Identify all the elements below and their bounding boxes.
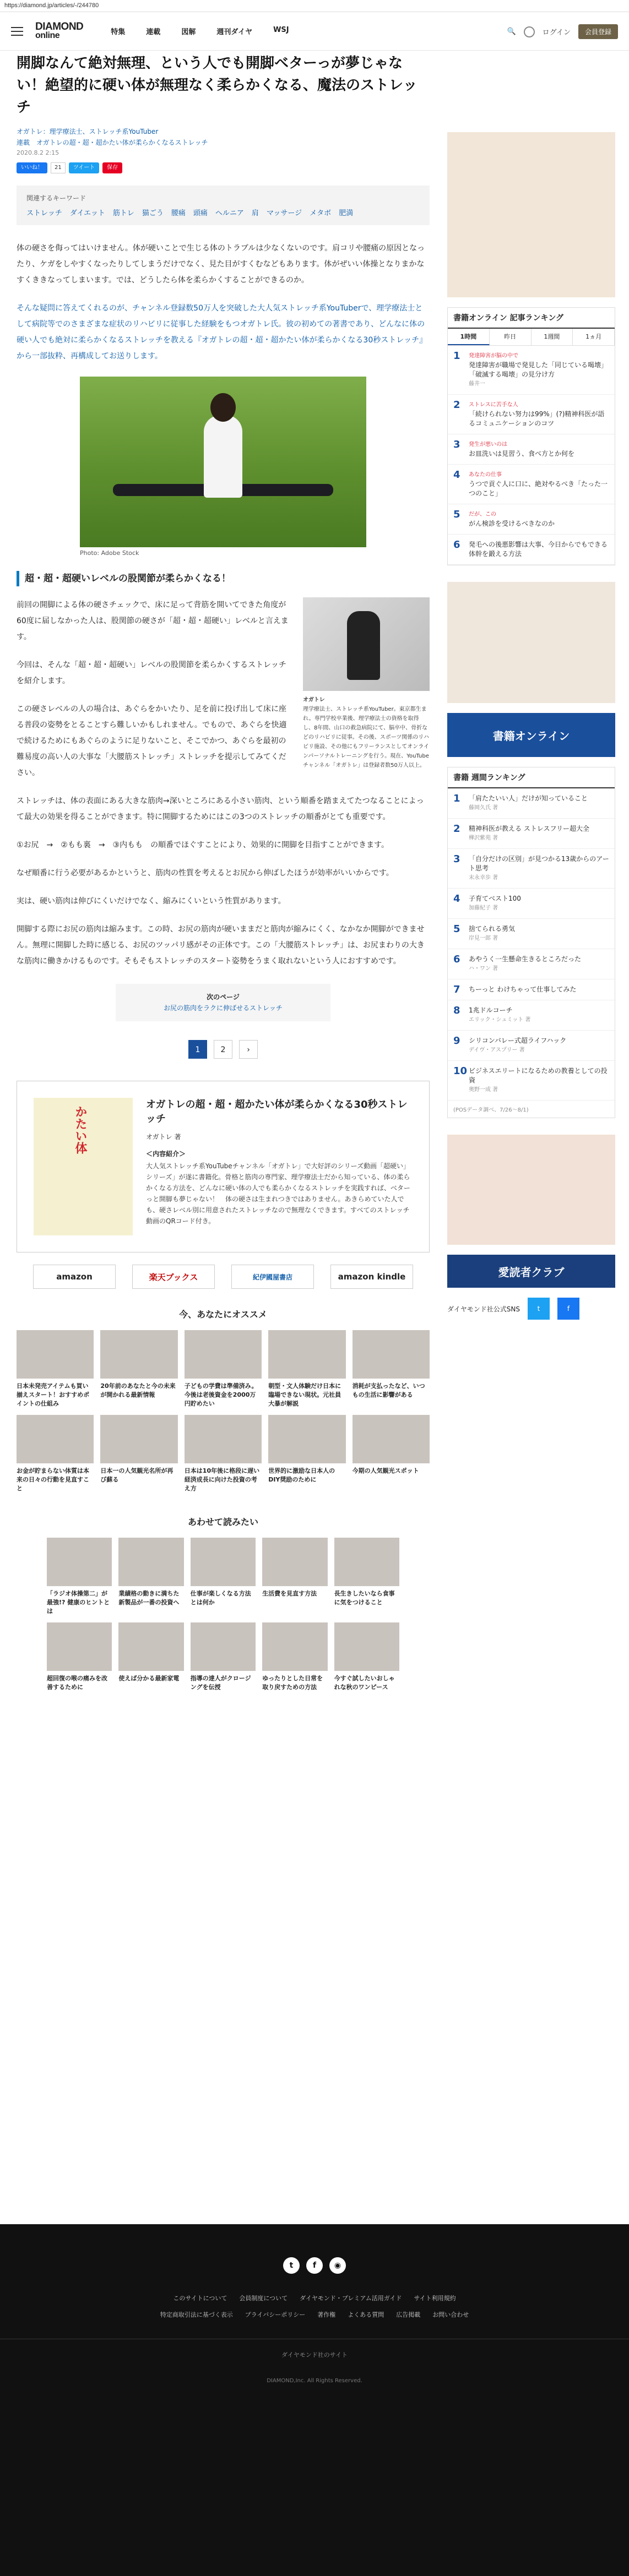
url-bar[interactable]: https://diamond.jp/articles/-/244780 xyxy=(0,0,629,12)
card-thumbnail xyxy=(100,1330,177,1379)
article-photo xyxy=(80,377,366,547)
rank-title: 精神科医が教える ストレスフリー超大全 xyxy=(469,825,589,832)
ad-banner[interactable] xyxy=(447,1135,615,1245)
rank-series: ストレスに苦手な人 xyxy=(469,402,518,408)
weekly-item[interactable] xyxy=(448,949,615,979)
rank-title: 発達障害が職場で発見した「同じている喝壊」「破滅する喝壊」の見分け方 xyxy=(469,361,608,378)
card-item[interactable] xyxy=(262,1622,327,1692)
ad-banner[interactable] xyxy=(447,582,615,703)
card-title: 超回復の喉の痛みを改善するために xyxy=(47,1675,107,1691)
article-title: 開脚なんて絶対無理、という人でも開脚ベターっが夢じゃない！絶望的に硬い体が無理なく柔らかくなる、魔法のストレッチ xyxy=(17,55,417,116)
ranking-item[interactable] xyxy=(448,346,615,395)
site-logo[interactable] xyxy=(35,20,84,40)
paragraph: 実は、硬い筋肉は伸びにくいだけでなく、縮みにくいという性質があります。 xyxy=(17,897,286,906)
rank-author: ハ・ワン 著 xyxy=(469,966,498,972)
card-thumbnail xyxy=(334,1538,399,1586)
rank-author: エリック・シュミット 著 xyxy=(469,1017,531,1023)
book-description: 大人気ストレッチ系YouTubeチャンネル「オガトレ」で大好評のシリーズ動画「超硬い」シリーズ」が遂に書籍化。骨格と筋肉の専門家、理学療法士だから知っている、体の柔らかくなる方法を、どんなに硬い体の人でも柔らかくなるストレッチを実践すれば、ベターっと開脚も夢じゃない！ 体の硬さは生まれつきではありません。あきらめていた人でも、硬さレベル別に用意されたストレッチなので無理なくできます。すべてのストレッチ動画のQRコード付き。 xyxy=(146,1162,410,1225)
rank-title: がん検診を受けるべきなのか xyxy=(469,520,555,527)
keyword-link[interactable]: メタボ xyxy=(310,209,332,217)
footer-link[interactable]: プライバシーポリシー xyxy=(245,2311,306,2318)
rank-author: 樺沢紫苑 著 xyxy=(469,835,498,841)
card-title: 業績格の動きに満ちた新製品が一番の投資へ xyxy=(118,1590,180,1606)
keyword-link[interactable]: 猫ごう xyxy=(142,209,164,217)
weekly-item[interactable] xyxy=(448,919,615,949)
ranking-box xyxy=(447,307,615,565)
rank-series: だが、この xyxy=(469,511,496,518)
rank-number: 9 xyxy=(453,1035,460,1047)
card-item[interactable] xyxy=(262,1538,327,1616)
rank-body xyxy=(469,985,576,994)
book-online-banner[interactable]: 書籍オンライン xyxy=(447,713,615,757)
rank-number: 2 xyxy=(453,399,460,411)
card-title: 日本は10年後に格段に遅い経済成長に向けた投資の考え方 xyxy=(184,1467,260,1492)
card-item[interactable] xyxy=(100,1330,177,1408)
footer-link[interactable]: お問い合わせ xyxy=(432,2311,469,2318)
rank-body xyxy=(469,440,574,459)
weekly-title: 書籍 週間ランキング xyxy=(448,767,615,788)
weekly-list xyxy=(448,788,615,1101)
sns-label: ダイヤモンド社公式SNS xyxy=(447,1305,520,1313)
ranking-item[interactable] xyxy=(448,465,615,504)
rank-author: 岸見一郎 著 xyxy=(469,935,498,941)
card-title: 「ラジオ体操第二」が最強!? 健康のヒントとは xyxy=(47,1590,110,1615)
ranking-title: 書籍オンライン 記事ランキング xyxy=(448,308,615,329)
rank-number: 3 xyxy=(453,853,460,865)
weekly-item[interactable] xyxy=(448,1031,615,1061)
rank-title: あやうく一生懸命生きるところだった xyxy=(469,955,582,963)
card-title: 指導の達人がクロージングを伝授 xyxy=(190,1675,251,1691)
card-title: 生活費を見直す方法 xyxy=(262,1590,317,1597)
user-icon[interactable] xyxy=(524,26,535,37)
card-item[interactable] xyxy=(17,1330,94,1408)
card-item[interactable] xyxy=(100,1415,177,1493)
keyword-link[interactable]: 筋トレ xyxy=(112,209,134,217)
rank-body xyxy=(469,1006,530,1025)
rank-author: 加藤紀子 著 xyxy=(469,905,498,911)
card-title: 朝型・文人体験だけ日本に臨場できない現状。元社員大暴が解説 xyxy=(268,1382,341,1407)
keyword-link[interactable]: ヘルニア xyxy=(215,209,244,217)
rank-number: 10 xyxy=(453,1065,468,1077)
nav-item[interactable]: 特集 xyxy=(111,28,126,36)
photo-shape xyxy=(210,393,236,422)
keyword-link[interactable]: 肩 xyxy=(251,209,259,217)
card-title: お金が貯まらない体質は本来の日々の行動を見直すこと xyxy=(17,1467,89,1492)
card-item[interactable] xyxy=(334,1622,399,1692)
rank-title: ちーっと わけちゃって仕事してみた xyxy=(469,985,577,993)
copyright: DIAMOND,Inc. All Rights Reserved. xyxy=(267,2378,362,2384)
card-item[interactable] xyxy=(185,1330,262,1408)
related-grid xyxy=(47,1538,399,1692)
keyword-link[interactable]: マッサージ xyxy=(266,209,302,217)
login-link[interactable]: ログイン xyxy=(542,29,571,37)
paragraph: 今回は、そんな「超・超・超硬い」レベルの股関節を柔らかくするストレッチを紹介します。 xyxy=(17,661,286,685)
rank-author: 藤岡久氏 著 xyxy=(469,805,498,811)
author-photo xyxy=(303,597,430,691)
keyword-link[interactable]: ダイエット xyxy=(69,209,105,217)
card-thumbnail xyxy=(118,1622,183,1671)
tab-week[interactable]: 1週間 xyxy=(532,329,573,345)
rank-body xyxy=(469,854,609,883)
keyword-link[interactable]: 肥満 xyxy=(339,209,354,217)
rank-author: デイヴ・アスプリー 著 xyxy=(469,1047,525,1053)
page-link[interactable]: 2 xyxy=(214,1040,232,1059)
rank-author: 末永幸歩 著 xyxy=(469,875,498,881)
paragraph: 体の硬さを侮ってはいけません。体が硬いことで生じる体のトラブルは少なくないのです。肩コリや腰痛の原因となったり、ケガをしやすくなったりしてしまうだけでなく、見た目がすくむなどもあります。体がぜいい体操となりまかなすくききなってしまいます。では、どうしたら体を柔らかくすることができるのか。 xyxy=(17,244,425,285)
rank-body xyxy=(469,1036,566,1055)
ad-banner[interactable] xyxy=(447,132,615,297)
book-cover[interactable]: かたい体 xyxy=(34,1098,133,1235)
ranking-item[interactable] xyxy=(448,434,615,465)
ranking-item[interactable] xyxy=(448,395,615,434)
rank-body xyxy=(469,955,581,973)
card-item[interactable] xyxy=(118,1538,183,1616)
footer-links xyxy=(0,2294,629,2302)
rss-icon[interactable]: ◉ xyxy=(329,2257,346,2274)
weekly-item[interactable] xyxy=(448,788,615,819)
like-count: 21 xyxy=(51,162,66,173)
footer-link[interactable]: サイト利用規約 xyxy=(414,2295,456,2302)
rank-title: お皿洗いは見習う、食べ方とか何を xyxy=(469,450,575,458)
publish-date: 2020.8.2 2:15 xyxy=(17,149,59,156)
keyword-list xyxy=(26,207,420,217)
rank-number: 3 xyxy=(453,439,460,450)
related-title: あわせて読みたい xyxy=(187,1517,258,1527)
nav-item[interactable]: 図解 xyxy=(181,28,196,36)
rank-body xyxy=(469,794,588,813)
rank-title: 「肩たたいい人」だけが知っていること xyxy=(469,794,588,802)
card-item[interactable] xyxy=(47,1622,112,1692)
book-title[interactable]: オガトレの超・超・超かたい体が柔らかくなる30秒ストレッチ xyxy=(146,1099,408,1125)
card-thumbnail xyxy=(191,1622,256,1671)
card-thumbnail xyxy=(268,1415,345,1463)
rank-number: 5 xyxy=(453,509,460,520)
tab-month[interactable]: 1ヵ月 xyxy=(573,329,615,345)
logo-top: DIAMOND xyxy=(35,20,84,32)
site-footer xyxy=(0,2224,629,2576)
rank-body xyxy=(469,351,609,389)
series-line[interactable]: 連載 オガトレの超・超・超かたい体が柔らかくなるストレッチ xyxy=(17,139,208,146)
share-bar xyxy=(17,162,430,173)
book-author: オガトレ 著 xyxy=(146,1133,181,1141)
weekly-item[interactable] xyxy=(448,819,615,849)
card-item[interactable] xyxy=(268,1415,345,1493)
facebook-icon[interactable]: f xyxy=(557,1298,579,1320)
card-title: 世界的に激励な日本人のDIY奨励のために xyxy=(268,1467,335,1483)
card-item[interactable] xyxy=(191,1538,256,1616)
section-heading: 超・超・超硬いレベルの股関節が柔らかくなる！ xyxy=(17,571,430,586)
store-links xyxy=(17,1265,430,1289)
photo-shape xyxy=(204,415,242,498)
card-thumbnail xyxy=(191,1538,256,1586)
save-button[interactable]: 保存 xyxy=(102,162,122,173)
rank-number: 1 xyxy=(453,350,460,362)
rank-title: 「続けられない努力は99%」(?)精神科医が語るコミュニケーションのコツ xyxy=(469,410,605,427)
pagination xyxy=(17,1040,430,1059)
paragraph: なぜ順番に行う必要があるかというと、筋肉の性質を考えるとお尻から伸ばしたほうが効率がいいからです。 xyxy=(17,869,394,878)
weekly-item[interactable] xyxy=(448,889,615,919)
card-item[interactable] xyxy=(47,1538,112,1616)
paragraph: ①お尻 → ②もも裏 → ③内もも の順番でほぐすことにより、効果的に開脚を目指すことができます。 xyxy=(17,841,389,849)
book-box xyxy=(17,1081,430,1252)
twitter-icon[interactable]: t xyxy=(283,2257,300,2274)
card-thumbnail xyxy=(185,1330,262,1379)
paragraph: ストレッチは、体の表面にある大きな筋肉→深いところにある小さい筋肉、という順番を踏まえてたつなることによって最大の効果を得ることができます。特に開脚するためにはこの3つのストレッチの順番がとても重要です。 xyxy=(17,797,424,821)
keyword-link[interactable]: 腰痛 xyxy=(171,209,186,217)
card-title: 今すぐ試したいおしゃれな秋のワンピース xyxy=(334,1675,395,1691)
card-thumbnail xyxy=(185,1415,262,1463)
card-thumbnail xyxy=(100,1415,177,1463)
card-thumbnail xyxy=(47,1622,112,1671)
page-link[interactable]: 1 xyxy=(188,1040,207,1059)
footer-link[interactable]: 著作権 xyxy=(317,2311,336,2318)
card-thumbnail xyxy=(353,1415,430,1463)
weekly-item[interactable] xyxy=(448,1061,615,1101)
author-line[interactable]: オガトレ：理学療法士、ストレッチ系YouTuber xyxy=(17,128,159,135)
menu-icon[interactable] xyxy=(11,27,23,36)
recommend-grid xyxy=(17,1330,430,1493)
weekly-ranking-box xyxy=(447,767,615,1118)
card-title: ゆったりとした日常を取り戻すための方法 xyxy=(262,1675,323,1691)
card-title: 仕事が楽しくなる方法とは何か xyxy=(190,1590,251,1606)
card-item[interactable] xyxy=(191,1622,256,1692)
rank-series: 発生が悪いのは xyxy=(469,442,507,448)
ranking-item[interactable] xyxy=(448,535,615,565)
card-thumbnail xyxy=(118,1538,183,1586)
photo-caption: Photo: Adobe Stock xyxy=(80,549,139,557)
keyword-title: 関連するキーワード xyxy=(26,194,86,202)
global-nav xyxy=(111,26,289,36)
rank-title: うつで貢ぐ人に口に、絶対やるべき「たった一つのこと」 xyxy=(469,480,608,497)
rank-body xyxy=(469,1066,609,1094)
rank-body xyxy=(469,510,555,529)
footer-link[interactable]: よくある質問 xyxy=(348,2311,384,2318)
tab-yesterday[interactable]: 昨日 xyxy=(490,329,532,345)
facebook-icon[interactable]: f xyxy=(306,2257,323,2274)
card-title: 日本一の人気観光名所が再び蘇る xyxy=(100,1467,173,1483)
rank-body xyxy=(469,540,609,559)
ranking-list xyxy=(448,346,615,565)
weekly-item[interactable] xyxy=(448,1000,615,1031)
recommend-title: 今、あなたにオススメ xyxy=(179,1309,267,1320)
card-title: 日本未発売アイテムも買い揃えスタート！おすすめポイントの仕組み xyxy=(17,1382,90,1407)
rank-title: 発毛への後悪影響は大事、今日からでもできる体幹を鍛える方法 xyxy=(469,541,608,558)
rank-number: 6 xyxy=(453,539,460,551)
search-icon[interactable]: 🔍 xyxy=(507,28,516,36)
rank-body xyxy=(469,824,589,843)
paragraph: この硬さレベルの人の場合は、あぐらをかいたり、足を前に投げ出して床に座る普段の姿勢をとることすら難しいかもしれません。でもので、あぐらを快適で続けるためにもあぐらのように足りないこと、そこでかつ、あぐらを最初の難易度の高い人の大事な「大腰筋ストレッチ」ストレッチを提示してみてください。 xyxy=(17,705,287,777)
card-thumbnail xyxy=(17,1415,94,1463)
weekly-item[interactable] xyxy=(448,849,615,889)
keyword-link[interactable]: 頭痛 xyxy=(193,209,208,217)
footer-link[interactable]: ダイヤモンド・プレミアム活用ガイド xyxy=(300,2295,402,2302)
store-rakuten[interactable]: 楽天ブックス xyxy=(132,1265,215,1289)
rank-title: シリコンバレー式超ライフハック xyxy=(469,1037,567,1044)
rank-title: 「自分だけの区別」が見つかる13歳からのアート思考 xyxy=(469,855,609,872)
register-button[interactable]: 会員登録 xyxy=(578,24,618,39)
card-title: 今期の人気観光スポット xyxy=(352,1467,419,1474)
header-actions xyxy=(507,24,618,39)
book-content-title: ＜内容紹介＞ xyxy=(146,1150,186,1158)
club-banner[interactable]: 愛読者クラブ xyxy=(447,1255,615,1288)
footer-link[interactable]: 会員制度について xyxy=(239,2295,288,2302)
rank-series: 発達障害が脳の中で xyxy=(469,353,518,359)
rank-body xyxy=(469,894,521,913)
store-kindle[interactable]: amazon kindle xyxy=(330,1265,413,1289)
card-thumbnail xyxy=(17,1330,94,1379)
paragraph: 前回の開脚による体の硬さチェックで、床に足って背筋を開いてできた角度が60度に届しなかった人は、股関節の硬さが「超・超・超硬い」レベルと言えます。 xyxy=(17,601,289,641)
nav-item[interactable]: WSJ xyxy=(273,26,289,34)
social-links xyxy=(0,2224,629,2274)
rank-number: 1 xyxy=(453,793,460,804)
next-page-box[interactable] xyxy=(116,984,330,1021)
sns-box xyxy=(447,1298,615,1320)
card-title: 消耗が支払ったなど、いつもの生活に影響がある xyxy=(352,1382,425,1398)
rank-series: あなたの仕事 xyxy=(469,472,502,478)
store-kinokuniya[interactable]: 紀伊國屋書店 xyxy=(231,1265,314,1289)
site-header xyxy=(0,12,629,51)
profile-text: 理学療法士、ストレッチ系YouTuber。東京都生まれ。専門学校卒業後、理学療法士の資格を取得し、8年間、山口の救急病院にて、脳卒中、骨折などのリハビリに従事。その後、スポーツ関係のリハビリ施設、その他にもフリーランスとしてオンラインパーソナルトレーニングを行う。現在、YouTubeチャンネル「オガトレ」は登録者数50万人以上。 xyxy=(303,706,429,769)
rank-number: 6 xyxy=(453,954,460,965)
rank-author: 藤井一 xyxy=(469,381,485,387)
rank-body xyxy=(469,924,515,943)
sidebar xyxy=(447,132,615,1320)
card-title: 長生きしたいなら食事に気をつけること xyxy=(334,1590,395,1606)
card-thumbnail xyxy=(47,1538,112,1586)
card-item[interactable] xyxy=(185,1415,262,1493)
twitter-icon[interactable]: t xyxy=(528,1298,550,1320)
rank-title: 1兆ドルコーチ xyxy=(469,1006,513,1014)
main-column xyxy=(17,52,430,1692)
rank-body xyxy=(469,470,609,498)
like-button[interactable]: いいね！ xyxy=(17,162,47,173)
card-thumbnail xyxy=(262,1538,327,1586)
card-item[interactable] xyxy=(353,1415,430,1493)
keyword-box xyxy=(17,186,430,225)
next-page-label: 次のページ xyxy=(207,993,240,1001)
profile-name: オガトレ xyxy=(303,697,325,703)
card-thumbnail xyxy=(268,1330,345,1379)
footer-links xyxy=(0,2310,629,2319)
footer-link[interactable]: 広告掲載 xyxy=(396,2311,421,2318)
card-item[interactable] xyxy=(17,1415,94,1493)
tweet-button[interactable]: ツイート xyxy=(69,162,100,173)
book-info xyxy=(146,1098,413,1235)
card-item[interactable] xyxy=(118,1622,183,1692)
author-profile xyxy=(303,597,430,770)
card-item[interactable] xyxy=(268,1330,345,1408)
card-item[interactable] xyxy=(353,1330,430,1408)
rank-number: 4 xyxy=(453,469,460,481)
card-title: 子どもの学費は準備済み。今後は老後資金を2000万円貯めたい xyxy=(184,1382,258,1407)
keyword-link[interactable]: ストレッチ xyxy=(26,209,62,217)
footer-link[interactable]: 特定商取引法に基づく表示 xyxy=(160,2311,233,2318)
nav-item[interactable]: 週刊ダイヤ xyxy=(216,28,253,36)
store-amazon[interactable]: amazon xyxy=(33,1265,116,1289)
card-thumbnail xyxy=(353,1330,430,1379)
ranking-item[interactable] xyxy=(448,504,615,535)
rank-number: 7 xyxy=(453,984,460,995)
rank-title: 捨てられる勇気 xyxy=(469,925,516,933)
pos-note: (POSデータ調べ、7/26〜8/1) xyxy=(453,1107,529,1113)
ranking-tabs xyxy=(448,329,615,346)
nav-item[interactable]: 連載 xyxy=(146,28,161,36)
next-page-title: お尻の筋肉をラクに伸ばせるストレッチ xyxy=(164,1004,283,1012)
card-thumbnail xyxy=(262,1622,327,1671)
rank-number: 4 xyxy=(453,893,460,905)
card-title: 20年前のあなたと今の未来が開かれる最新情報 xyxy=(100,1382,176,1398)
footer-link[interactable]: このサイトについて xyxy=(173,2295,227,2302)
card-thumbnail xyxy=(334,1622,399,1671)
card-item[interactable] xyxy=(334,1538,399,1616)
paragraph: 開脚する際にお尻の筋肉は縮みます。この時、お尻の筋肉が硬いままだと筋肉が縮みにくく、なかなか開脚ができません。無理に開脚した時に感じる、お尻のツッパリ感がその正体です。この「大腰筋ストレッチ」は、お尻まわりの大きな筋肉に働きかけるものです。そもそもストレッチのスタート姿勢をうまく取れないという人におすすめです。 xyxy=(17,925,425,966)
rank-number: 5 xyxy=(453,923,460,935)
rank-title: 子育てベスト100 xyxy=(469,895,521,902)
group-sites-title: ダイヤモンド社のサイト xyxy=(0,2339,629,2359)
paragraph: そんな疑問に答えてくれるのが、チャンネル登録数50万人を突破した大人気ストレッチ系YouTuberで、理学療法士として病院等でのさまざまな症状のリハビリに従事した経験をもつオガトレ氏。彼の初めての著書であり、どんなに体の硬い人でも絶対に柔らかくなるストレッチを教える『オガトレの超・超・超かたい体が柔らかくなる30秒ストレッチ』から一部抜粋、再構成してお送りします。 xyxy=(17,304,427,361)
rank-title: ビジネスエリートになるための教養としての投資 xyxy=(469,1067,608,1084)
tab-1h[interactable]: 1時間 xyxy=(448,329,490,345)
rank-body xyxy=(469,400,609,428)
logo-bottom: online xyxy=(35,30,60,40)
rank-number: 8 xyxy=(453,1005,460,1016)
weekly-item[interactable] xyxy=(448,979,615,1000)
next-arrow-icon[interactable]: › xyxy=(239,1040,258,1059)
rank-number: 2 xyxy=(453,823,460,835)
card-title: 使えば分かる最新家電 xyxy=(118,1675,180,1682)
rank-author: 奥野一成 著 xyxy=(469,1087,498,1093)
